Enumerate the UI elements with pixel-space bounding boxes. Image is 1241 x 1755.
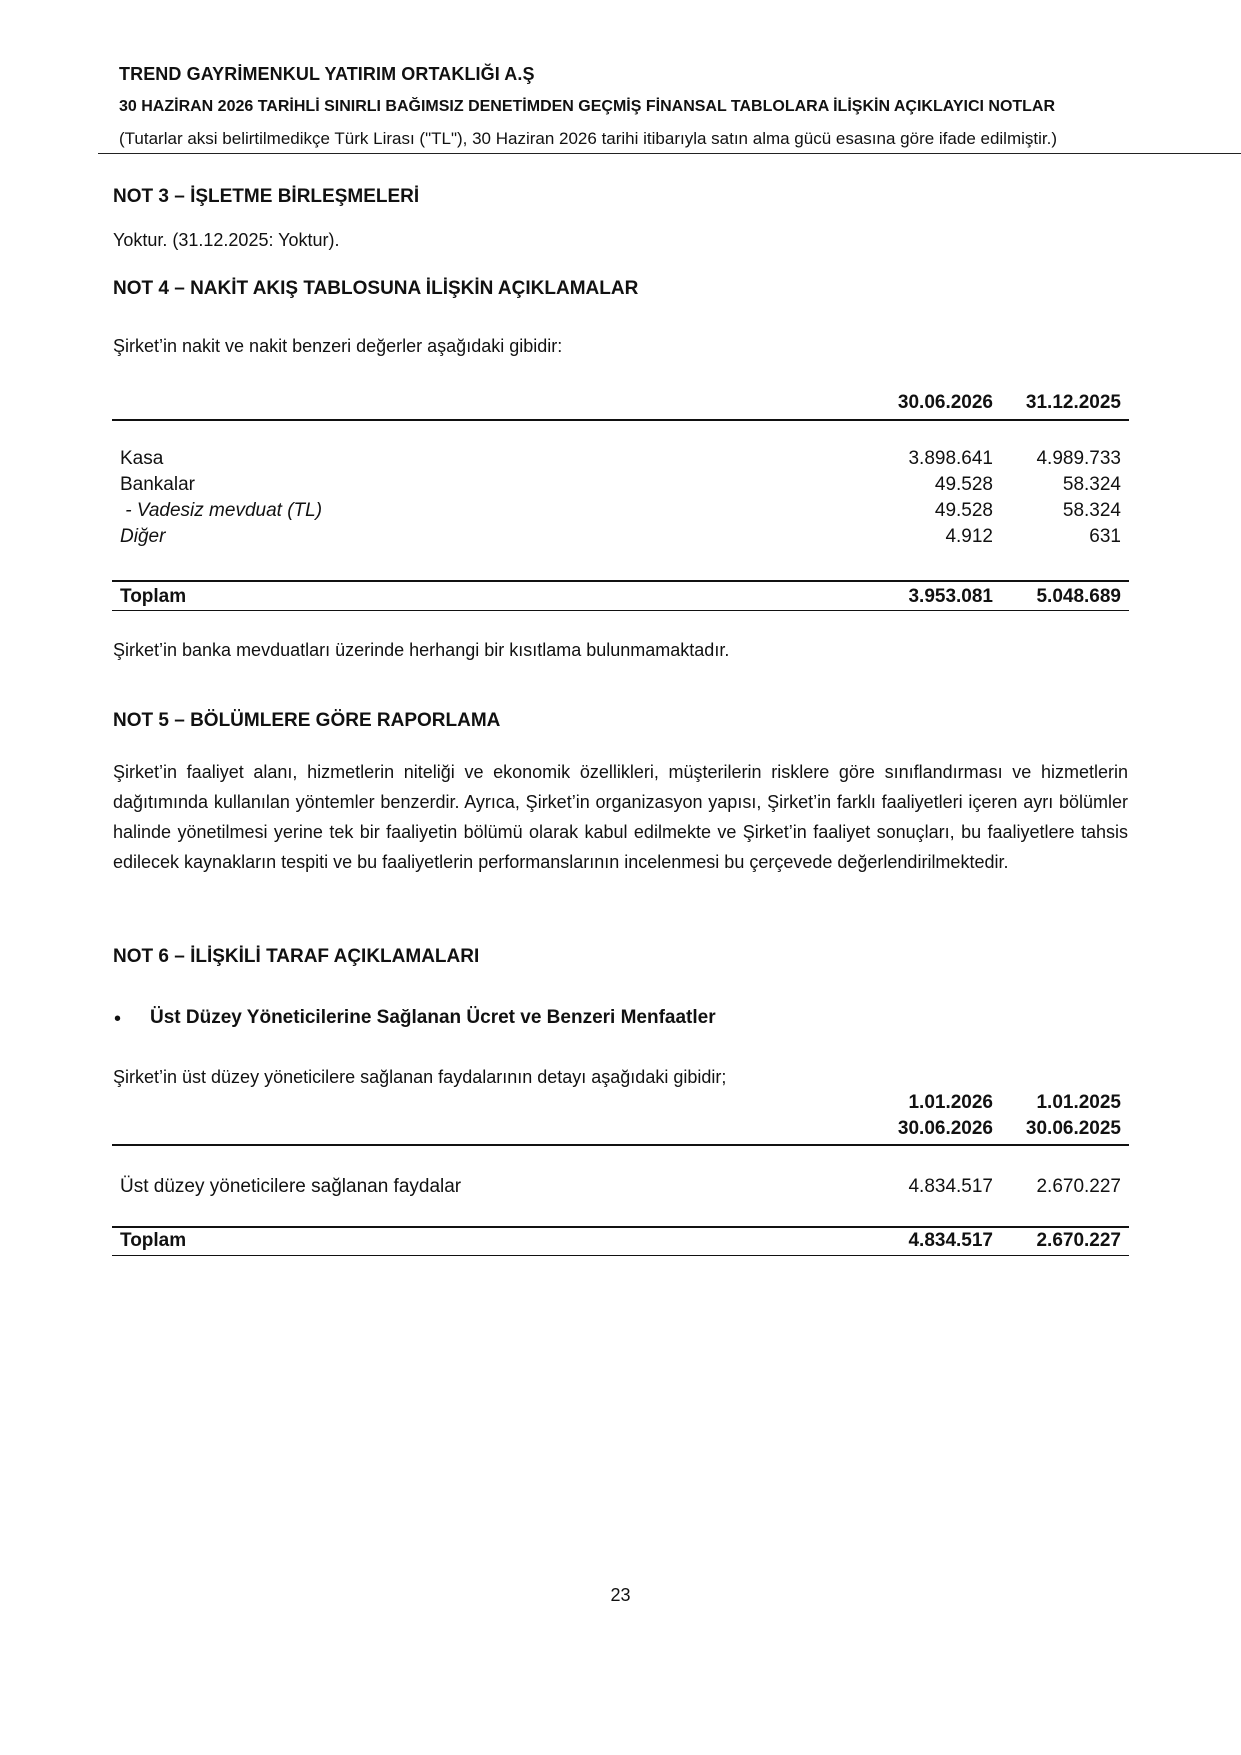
- total-label: Toplam: [120, 586, 187, 607]
- document-subtitle: (Tutarlar aksi belirtilmedikçe Türk Lirası ("TL"), 30 Haziran 2026 tarihi itibarıyla satın alma gücü esasına göre ifade edilmiştir.): [119, 129, 1058, 148]
- note6-heading: NOT 6 – İLİŞKİLİ TARAF AÇIKLAMALARI: [113, 946, 480, 967]
- note3-text: Yoktur. (31.12.2025: Yoktur).: [113, 230, 340, 250]
- row-value: 631: [1089, 526, 1121, 547]
- row-value: 49.528: [934, 500, 993, 521]
- row-value: 58.324: [1062, 500, 1121, 521]
- column-header: 31.12.2025: [1025, 392, 1121, 413]
- row-label: Bankalar: [120, 474, 195, 495]
- table-rule: [112, 580, 1129, 582]
- row-label: Üst düzey yöneticilere sağlanan faydalar: [120, 1176, 462, 1197]
- note5-paragraph: Şirket’in faaliyet alanı, hizmetlerin niteliği ve ekonomik özellikleri, müşterilerin risklere göre sınıflandırması ve hizmetlerin dağıtımında kullanılan yöntemler benzerdir. Ayrıca, Şirket’in organizasyon yapısı, Şirket’in farklı faaliyetleri içeren ayrı bölümler halinde yönetilmesi yerine tek bir faaliyetin bölümü olarak kabul edilmekte ve Şirket’in faaliyet sonuçları, bu faaliyetlere tahsis edilecek kaynakların tespiti ve bu faaliyetlerin performanslarının incelenmesi bu çerçevede değerlendirilmektedir.: [113, 762, 1128, 872]
- bullet-icon: •: [114, 1008, 122, 1030]
- note3-heading: NOT 3 – İŞLETME BİRLEŞMELERİ: [113, 186, 420, 207]
- table-row: [112, 526, 1129, 552]
- row-label: Kasa: [120, 448, 164, 469]
- total-value: 2.670.227: [1036, 1230, 1121, 1251]
- total-value: 4.834.517: [908, 1230, 993, 1251]
- row-value: 2.670.227: [1036, 1176, 1121, 1197]
- row-value: 3.898.641: [908, 448, 993, 469]
- table-header-row: [112, 392, 1129, 418]
- table-rule: [112, 610, 1129, 611]
- column-header: 30.06.2026: [897, 1118, 993, 1139]
- table-row: [112, 500, 1129, 526]
- column-header: 1.01.2026: [908, 1092, 993, 1113]
- row-value: 58.324: [1062, 474, 1121, 495]
- row-value: 4.912: [945, 526, 993, 547]
- note5-heading: NOT 5 – BÖLÜMLERE GÖRE RAPORLAMA: [113, 710, 501, 731]
- table-rule: [112, 1226, 1129, 1228]
- company-name: TREND GAYRİMENKUL YATIRIM ORTAKLIĞI A.Ş: [119, 64, 535, 84]
- row-label: Diğer: [120, 526, 166, 547]
- column-header: 30.06.2025: [1025, 1118, 1121, 1139]
- column-header: 30.06.2026: [897, 392, 993, 413]
- note4-intro: Şirket’in nakit ve nakit benzeri değerler aşağıdaki gibidir:: [113, 336, 563, 356]
- row-value: 4.834.517: [908, 1176, 993, 1197]
- note6-intro: Şirket’in üst düzey yöneticilere sağlanan faydalarının detayı aşağıdaki gibidir;: [113, 1067, 727, 1087]
- row-value: 4.989.733: [1036, 448, 1121, 469]
- table-header-row: [112, 1092, 1129, 1118]
- table-header-row: [112, 1118, 1129, 1144]
- row-value: 49.528: [934, 474, 993, 495]
- total-value: 3.953.081: [908, 586, 993, 607]
- note4-heading: NOT 4 – NAKİT AKIŞ TABLOSUNA İLİŞKİN AÇIKLAMALAR: [113, 278, 639, 299]
- column-header: 1.01.2025: [1036, 1092, 1121, 1113]
- header-divider: [98, 153, 1241, 154]
- table-row: [112, 1176, 1129, 1202]
- table-rule: [112, 1255, 1129, 1256]
- table-row: [112, 448, 1129, 474]
- total-label: Toplam: [120, 1230, 187, 1251]
- document-title: 30 HAZİRAN 2026 TARİHLİ SINIRLI BAĞIMSIZ DENETİMDEN GEÇMİŞ FİNANSAL TABLOLARA İLİŞKİN AÇIKLAYICI NOTLAR: [119, 98, 1056, 115]
- page-number: 23: [610, 1585, 631, 1605]
- table-rule: [112, 1144, 1129, 1146]
- table-total-row: [112, 1230, 1129, 1256]
- row-label: - Vadesiz mevduat (TL): [120, 500, 323, 521]
- table-row: [112, 474, 1129, 500]
- note4-footnote: Şirket’in banka mevduatları üzerinde herhangi bir kısıtlama bulunmamaktadır.: [113, 640, 730, 660]
- table-total-row: [112, 586, 1129, 612]
- note6-subheading: Üst Düzey Yöneticilerine Sağlanan Ücret ve Benzeri Menfaatler: [150, 1007, 716, 1028]
- table-rule: [112, 419, 1129, 421]
- total-value: 5.048.689: [1036, 586, 1121, 607]
